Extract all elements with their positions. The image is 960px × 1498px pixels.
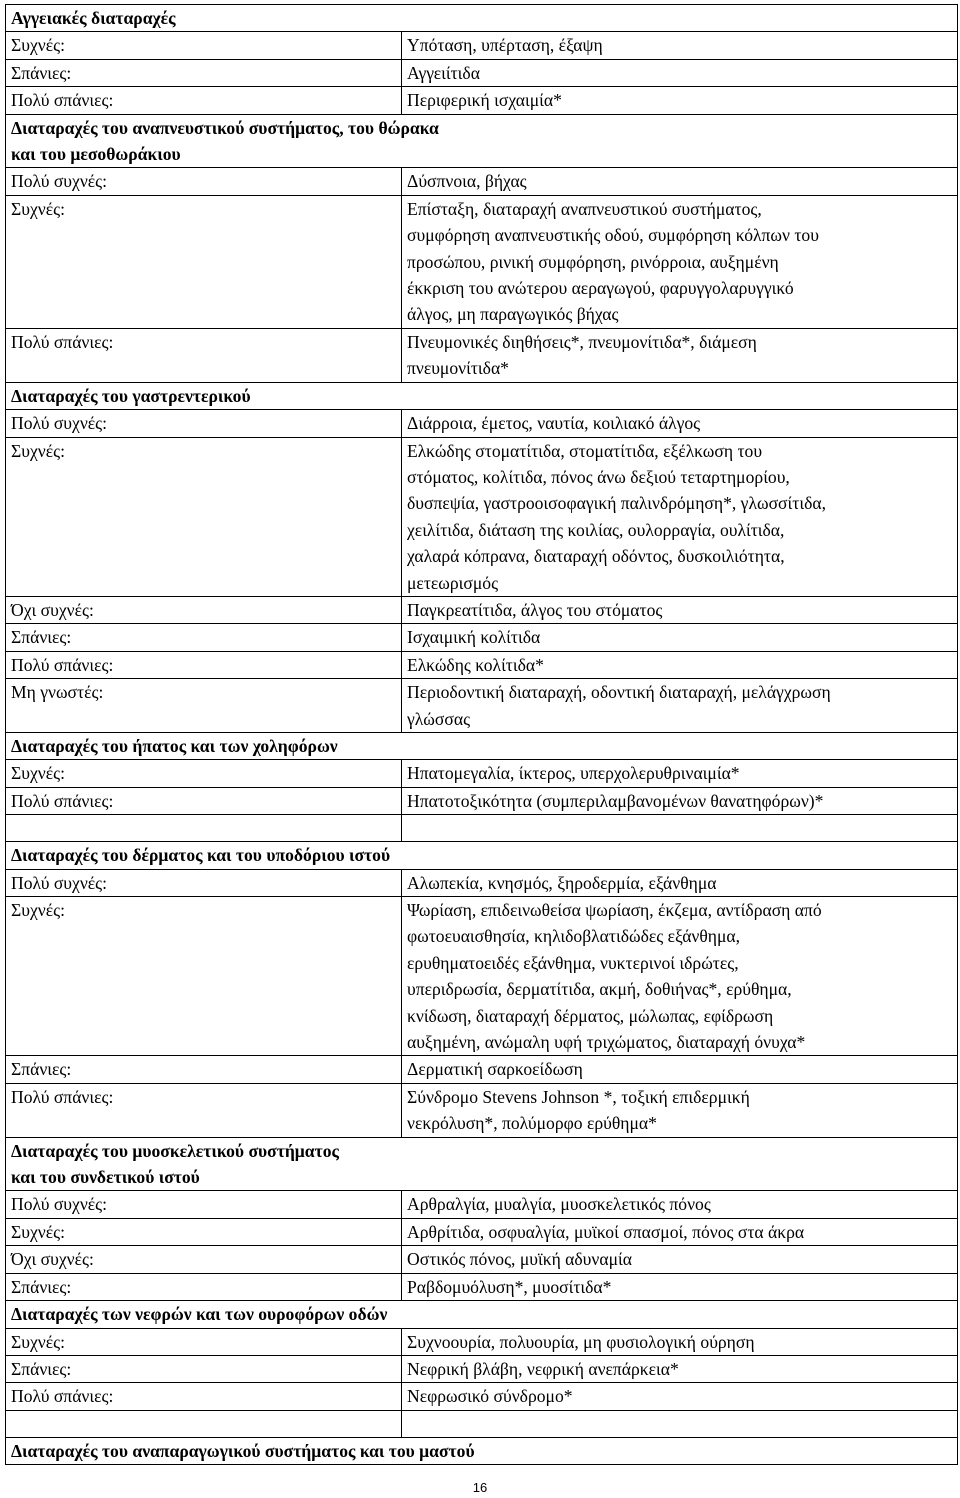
frequency-cell	[6, 679, 402, 733]
frequency-label: Πολύ σπάνιες:	[11, 1386, 114, 1407]
table-row	[6, 1083, 958, 1137]
section-heading	[6, 732, 958, 759]
effects-line: χαλαρά κόπρανα, διαταραχή οδόντος, δυσκοιλιότητα,	[407, 546, 785, 567]
effects-cell	[402, 651, 958, 678]
frequency-cell	[6, 1273, 402, 1300]
table-row	[6, 1273, 958, 1300]
effects-line: δυσπεψία, γαστροοισοφαγική παλινδρόμηση*, γλωσσίτιδα,	[407, 493, 826, 514]
section-heading-row	[6, 5, 958, 32]
section-heading-line: Διαταραχές του δέρματος και του υποδόριου ιστού	[11, 845, 391, 866]
section-heading	[6, 1437, 958, 1464]
effects-line: συμφόρηση αναπνευστικής οδού, συμφόρηση κόλπων του	[407, 225, 819, 246]
blank-row	[6, 1410, 958, 1437]
frequency-label: Συχνές:	[11, 763, 65, 784]
frequency-cell	[6, 1083, 402, 1137]
effects-line: Νεφρική βλάβη, νεφρική ανεπάρκεια*	[407, 1358, 679, 1379]
effects-line: φωτοευαισθησία, κηλιδοβλατιδώδες εξάνθημα,	[407, 926, 741, 947]
section-heading-line: Διαταραχές του αναπαραγωγικού συστήματος και του μαστού	[11, 1440, 475, 1461]
frequency-cell	[6, 1056, 402, 1083]
effects-cell	[402, 1273, 958, 1300]
effects-line: Συχνοουρία, πολυουρία, μη φυσιολογική ούρηση	[407, 1331, 755, 1352]
frequency-label: Συχνές:	[11, 1331, 65, 1352]
section-heading	[6, 1301, 958, 1328]
frequency-cell	[6, 195, 402, 328]
effects-line: πνευμονίτιδα*	[407, 358, 509, 379]
frequency-cell	[6, 1246, 402, 1273]
effects-line: υπεριδρωσία, δερματίτιδα, ακμή, δοθιήνας*, ερύθημα,	[407, 979, 792, 1000]
frequency-cell	[6, 437, 402, 596]
effects-line: Ηπατομεγαλία, ίκτερος, υπερχολερυθριναιμία*	[407, 763, 740, 784]
effects-line: Περιφερική ισχαιμία*	[407, 90, 562, 111]
effects-cell	[402, 87, 958, 114]
frequency-label: Συχνές:	[11, 35, 65, 56]
effects-line: Περιοδοντική διαταραχή, οδοντική διαταραχή, μελάγχρωση	[407, 682, 831, 703]
frequency-label: Σπάνιες:	[11, 62, 72, 83]
effects-cell	[402, 437, 958, 596]
frequency-label: Πολύ σπάνιες:	[11, 790, 114, 811]
effects-cell	[402, 1083, 958, 1137]
effects-line: κνίδωση, διαταραχή δέρματος, μώλωπας, εφίδρωση	[407, 1005, 774, 1026]
section-heading-row	[6, 114, 958, 168]
table-row	[6, 168, 958, 195]
frequency-label: Πολύ συχνές:	[11, 171, 108, 192]
frequency-label: Όχι συχνές:	[11, 1249, 94, 1270]
table-row	[6, 787, 958, 814]
frequency-cell	[6, 1383, 402, 1410]
table-row	[6, 679, 958, 733]
effects-line: Αρθραλγία, μυαλγία, μυοσκελετικός πόνος	[407, 1194, 711, 1215]
frequency-label: Συχνές:	[11, 1221, 65, 1242]
effects-line: προσώπου, ρινική συμφόρηση, ρινόρροια, αυξημένη	[407, 251, 779, 272]
table-row	[6, 869, 958, 896]
section-heading-row	[6, 1137, 958, 1191]
frequency-cell	[6, 328, 402, 382]
table-row	[6, 59, 958, 86]
section-heading	[6, 5, 958, 32]
effects-cell	[402, 869, 958, 896]
frequency-label: Όχι συχνές:	[11, 599, 94, 620]
table-row	[6, 410, 958, 437]
section-heading-row	[6, 732, 958, 759]
effects-cell	[402, 1383, 958, 1410]
effects-cell	[402, 897, 958, 1056]
frequency-cell	[6, 168, 402, 195]
frequency-label: Σπάνιες:	[11, 1059, 72, 1080]
table-row	[6, 1355, 958, 1382]
effects-line: Οστικός πόνος, μυϊκή αδυναμία	[407, 1249, 632, 1270]
effects-line: άλγος, μη παραγωγικός βήχας	[407, 304, 619, 325]
table-row	[6, 1328, 958, 1355]
effects-line: Δύσπνοια, βήχας	[407, 171, 527, 192]
effects-line: Πνευμονικές διηθήσεις*, πνευμονίτιδα*, διάμεση	[407, 331, 757, 352]
frequency-label: Σπάνιες:	[11, 627, 72, 648]
blank-cell	[6, 815, 402, 842]
effects-cell	[402, 1056, 958, 1083]
frequency-label: Σπάνιες:	[11, 1358, 72, 1379]
table-row	[6, 32, 958, 59]
effects-cell	[402, 1246, 958, 1273]
table-row	[6, 328, 958, 382]
frequency-cell	[6, 897, 402, 1056]
section-heading	[6, 842, 958, 869]
effects-cell	[402, 596, 958, 623]
frequency-cell	[6, 59, 402, 86]
frequency-cell	[6, 1355, 402, 1382]
table-row	[6, 1383, 958, 1410]
section-heading-row	[6, 382, 958, 409]
frequency-cell	[6, 869, 402, 896]
table-row	[6, 1056, 958, 1083]
adverse-reactions-table	[5, 4, 958, 1465]
effects-line: Διάρροια, έμετος, ναυτία, κοιλιακό άλγος	[407, 413, 701, 434]
page-number: 16	[472, 1480, 488, 1495]
frequency-label: Πολύ συχνές:	[11, 413, 108, 434]
effects-line: Ελκώδης κολίτιδα*	[407, 654, 544, 675]
section-heading-row	[6, 1437, 958, 1464]
effects-cell	[402, 168, 958, 195]
effects-line: έκκριση του ανώτερου αεραγωγού, φαρυγγολαρυγγικό	[407, 278, 794, 299]
table-row	[6, 87, 958, 114]
section-heading-line: Διαταραχές του μυοσκελετικού συστήματος	[11, 1140, 339, 1161]
effects-line: Υπόταση, υπέρταση, έξαψη	[407, 35, 603, 56]
frequency-cell	[6, 651, 402, 678]
effects-line: Ραβδομυόλυση*, μυοσίτιδα*	[407, 1276, 612, 1297]
effects-cell	[402, 1328, 958, 1355]
frequency-label: Πολύ συχνές:	[11, 1194, 108, 1215]
effects-line: ερυθηματοειδές εξάνθημα, νυκτερινοί ιδρώτες,	[407, 952, 739, 973]
effects-cell	[402, 195, 958, 328]
section-heading-row	[6, 842, 958, 869]
effects-line: Σύνδρομο Stevens Johnson *, τοξική επιδερμική	[407, 1086, 750, 1107]
frequency-label: Πολύ συχνές:	[11, 872, 108, 893]
table-row	[6, 1191, 958, 1218]
table-row	[6, 1246, 958, 1273]
table-row	[6, 651, 958, 678]
effects-cell	[402, 410, 958, 437]
effects-line: Ηπατοτοξικότητα (συμπεριλαμβανομένων θανατηφόρων)*	[407, 790, 824, 811]
frequency-label: Συχνές:	[11, 440, 65, 461]
frequency-cell	[6, 32, 402, 59]
frequency-label: Πολύ σπάνιες:	[11, 90, 114, 111]
frequency-cell	[6, 1191, 402, 1218]
effects-line: Αρθρίτιδα, οσφυαλγία, μυϊκοί σπασμοί, πόνος στα άκρα	[407, 1221, 805, 1242]
frequency-cell	[6, 1218, 402, 1245]
section-heading-line: και του συνδετικού ιστού	[11, 1167, 200, 1188]
effects-line: στόματος, κολίτιδα, πόνος άνω δεξιού τεταρτημορίου,	[407, 466, 790, 487]
section-heading-row	[6, 1301, 958, 1328]
effects-line: αυξημένη, ανώμαλη υφή τριχώματος, διαταραχή όνυχα*	[407, 1032, 806, 1053]
section-heading-line: Διαταραχές του γαστρεντερικού	[11, 385, 251, 406]
section-heading-line: Διαταραχές του ήπατος και των χοληφόρων	[11, 735, 338, 756]
effects-cell	[402, 1218, 958, 1245]
table-row	[6, 624, 958, 651]
effects-cell	[402, 760, 958, 787]
effects-line: Ισχαιμική κολίτιδα	[407, 627, 541, 648]
effects-cell	[402, 787, 958, 814]
effects-line: νεκρόλυση*, πολύμορφο ερύθημα*	[407, 1113, 657, 1134]
table-row	[6, 437, 958, 596]
effects-line: Δερματική σαρκοείδωση	[407, 1059, 583, 1080]
blank-row	[6, 815, 958, 842]
effects-line: Επίσταξη, διαταραχή αναπνευστικού συστήματος,	[407, 198, 762, 219]
section-heading-line: Διαταραχές των νεφρών και των ουροφόρων οδών	[11, 1304, 388, 1325]
frequency-cell	[6, 760, 402, 787]
table-row	[6, 596, 958, 623]
effects-line: Νεφρωσικό σύνδρομο*	[407, 1386, 573, 1407]
effects-cell	[402, 1355, 958, 1382]
effects-cell	[402, 328, 958, 382]
frequency-label: Συχνές:	[11, 198, 65, 219]
section-heading	[6, 382, 958, 409]
effects-line: Παγκρεατίτιδα, άλγος του στόματος	[407, 599, 663, 620]
frequency-cell	[6, 787, 402, 814]
effects-line: Αλωπεκία, κνησμός, ξηροδερμία, εξάνθημα	[407, 872, 717, 893]
frequency-cell	[6, 1328, 402, 1355]
frequency-cell	[6, 87, 402, 114]
table-row	[6, 897, 958, 1056]
blank-cell	[402, 815, 958, 842]
frequency-cell	[6, 410, 402, 437]
effects-line: μετεωρισμός	[407, 572, 499, 593]
effects-line: Ψωρίαση, επιδεινωθείσα ψωρίαση, έκζεμα, αντίδραση από	[407, 900, 822, 920]
effects-line: χειλίτιδα, διάταση της κοιλίας, ουλορραγία, ουλίτιδα,	[407, 519, 785, 540]
frequency-label: Πολύ σπάνιες:	[11, 331, 114, 352]
effects-cell	[402, 59, 958, 86]
table-row	[6, 1218, 958, 1245]
blank-cell	[6, 1410, 402, 1437]
frequency-cell	[6, 596, 402, 623]
effects-cell	[402, 1191, 958, 1218]
section-heading-line: Αγγειακές διαταραχές	[11, 8, 176, 28]
blank-cell	[402, 1410, 958, 1437]
table-row	[6, 195, 958, 328]
effects-line: γλώσσας	[407, 708, 471, 729]
effects-cell	[402, 624, 958, 651]
table-row	[6, 760, 958, 787]
effects-cell	[402, 32, 958, 59]
section-heading	[6, 114, 958, 168]
effects-line: Ελκώδης στοματίτιδα, στοματίτιδα, εξέλκωση του	[407, 440, 763, 461]
frequency-label: Συχνές:	[11, 900, 65, 920]
frequency-label: Μη γνωστές:	[11, 682, 104, 703]
section-heading-line: και του μεσοθωράκιου	[11, 144, 181, 165]
section-heading-line: Διαταραχές του αναπνευστικού συστήματος, του θώρακα	[11, 117, 439, 138]
effects-line: Αγγειίτιδα	[407, 62, 480, 83]
frequency-label: Σπάνιες:	[11, 1276, 72, 1297]
section-heading	[6, 1137, 958, 1191]
frequency-cell	[6, 624, 402, 651]
effects-cell	[402, 679, 958, 733]
frequency-label: Πολύ σπάνιες:	[11, 654, 114, 675]
frequency-label: Πολύ σπάνιες:	[11, 1086, 114, 1107]
